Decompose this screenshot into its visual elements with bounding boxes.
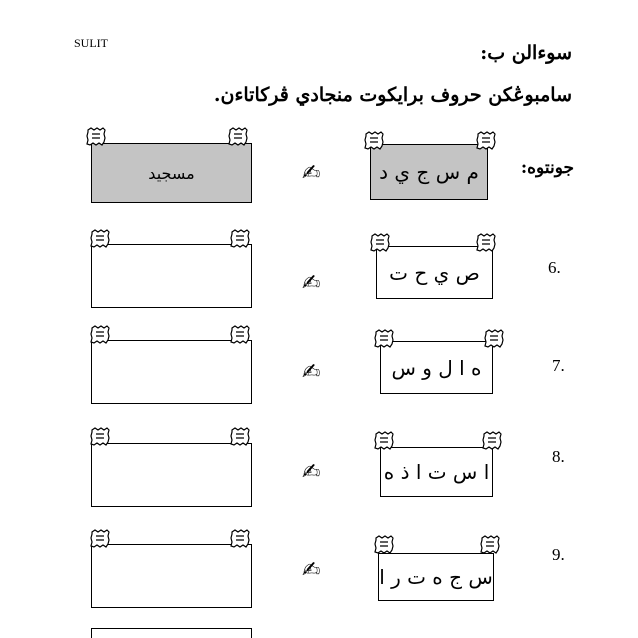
tape-corner-icon (236, 536, 244, 540)
question-title: سوءالن ب: (480, 42, 572, 64)
example-answer-card (91, 143, 252, 203)
tape-corner-icon (236, 236, 244, 240)
tape-corner-icon (481, 536, 499, 553)
letters-8: ا س ت ا ذ ه (383, 460, 490, 484)
writing-hand-icon: ✍ (302, 161, 321, 186)
tape-corner-icon (96, 236, 104, 240)
tape-corner-icon (375, 536, 393, 553)
writing-hand-icon: ✍ (302, 460, 321, 485)
writing-hand-icon: ✍ (302, 271, 321, 296)
letters-7: ه ا ل و س (391, 355, 482, 380)
writing-hand-icon: ✍ (302, 360, 321, 385)
answer-box-6[interactable] (91, 244, 252, 308)
letter-card-7 (380, 341, 493, 394)
item-number-9: 9. (552, 545, 565, 564)
tape-corner-icon (236, 434, 244, 438)
sulit-header: SULIT (74, 36, 108, 50)
tape-corner-icon (370, 138, 378, 142)
tape-corner-icon (488, 438, 496, 442)
tape-corner-icon (96, 434, 104, 438)
answer-box-8[interactable] (91, 443, 252, 507)
tape-corner-icon (236, 332, 244, 336)
tape-corner-icon (482, 240, 490, 244)
example-answer: مسجيد (148, 163, 195, 183)
answer-box-9[interactable] (91, 544, 252, 608)
example-letters: م س ج ي د (379, 160, 479, 184)
tape-corner-icon (92, 134, 100, 138)
letters-6: ص ي ح ت (389, 260, 480, 285)
tape-corner-icon (482, 138, 490, 142)
example-letter-card (370, 144, 488, 200)
letter-card-8 (380, 447, 493, 497)
letter-card-6 (376, 246, 493, 299)
tape-corner-icon (490, 336, 498, 340)
tape-corner-icon (380, 336, 388, 340)
item-number-8: 8. (552, 447, 565, 466)
letters-9: س ج ه ت ر ا (379, 565, 493, 589)
tape-corner-icon (96, 332, 104, 336)
item-number-6: 6. (548, 258, 561, 277)
tape-corner-icon (234, 134, 242, 138)
letter-card-9 (378, 553, 494, 601)
writing-hand-icon: ✍ (302, 558, 321, 583)
tape-corner-icon (376, 240, 384, 244)
example-label: جونتوه: (520, 158, 574, 178)
tape-corner-icon (380, 542, 388, 546)
question-instruction: سامبوڠكن حروف برايكوت منجادي ڤركاتاءن. (213, 84, 572, 106)
answer-box-7[interactable] (91, 340, 252, 404)
tape-corner-icon (486, 542, 494, 546)
item-number-7: 7. (552, 356, 565, 375)
tape-corner-icon (96, 536, 104, 540)
tape-corner-icon (380, 438, 388, 442)
